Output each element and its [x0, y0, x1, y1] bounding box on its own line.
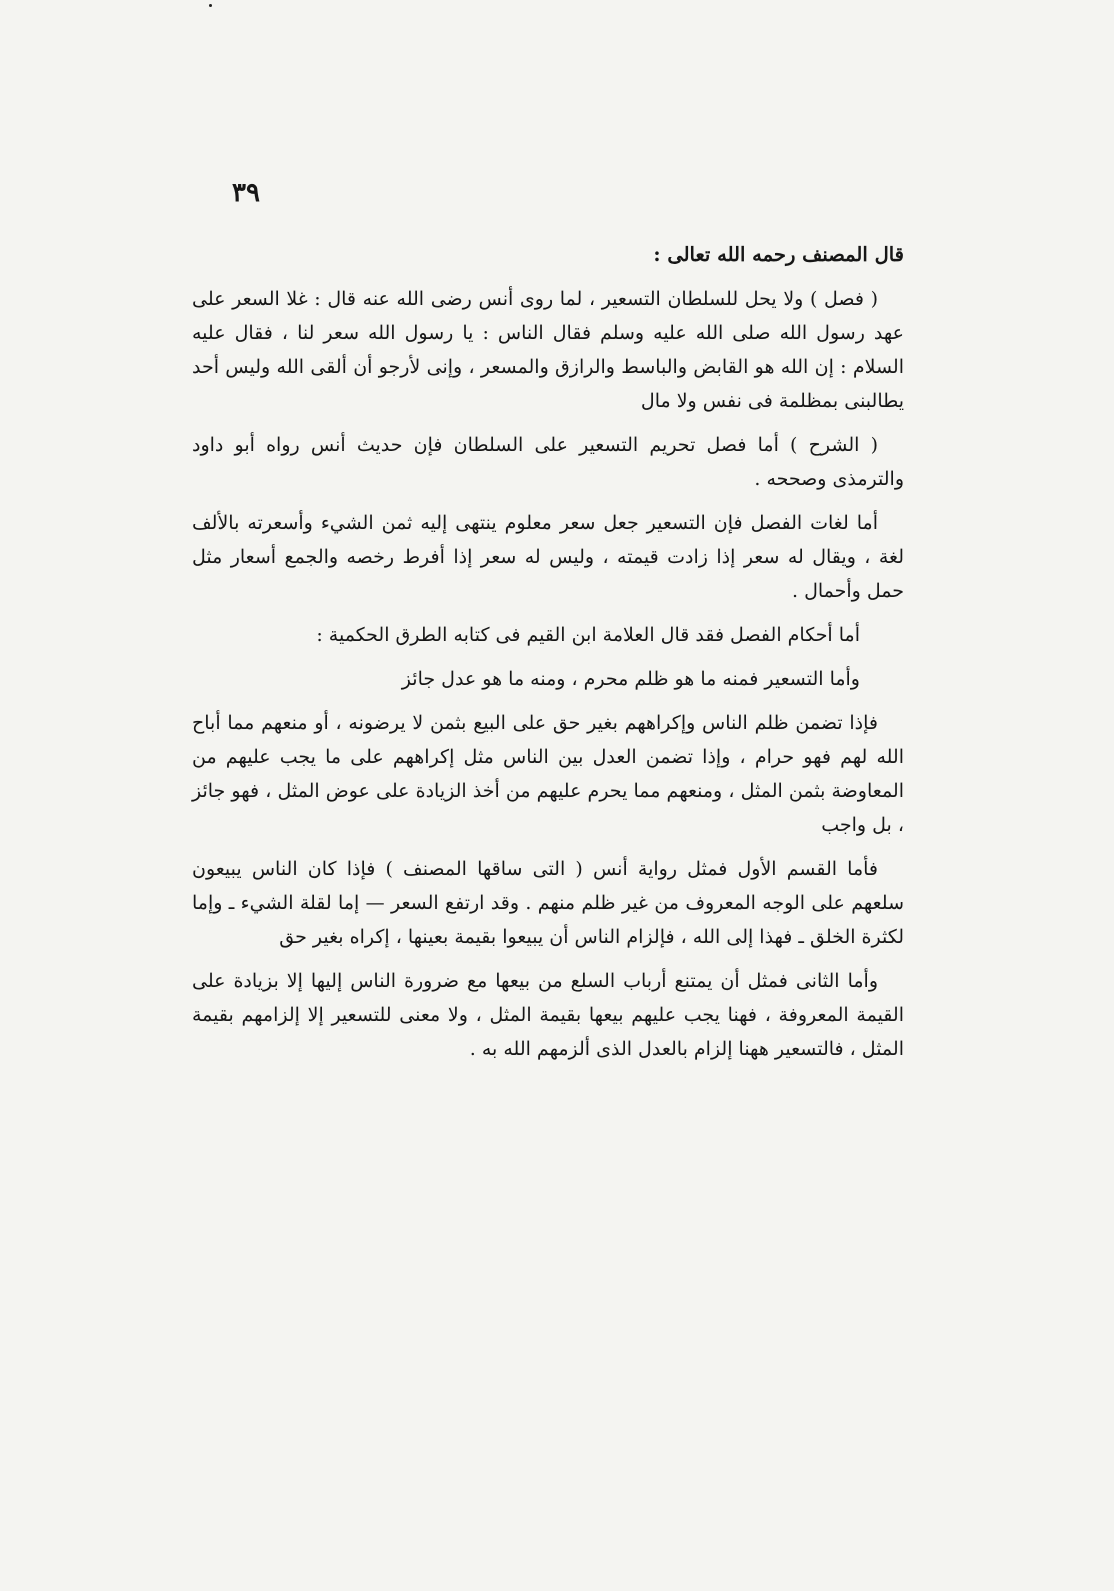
paragraph-sharh: ( الشرح ) أما فصل تحريم التسعير على السلطان فإن حديث أنس رواه أبو داود والترمذى وصححه . [192, 434, 904, 490]
ink-speck [209, 4, 212, 7]
page-body [192, 238, 904, 1076]
paragraph-zulm-adl: فإذا تضمن ظلم الناس وإكراههم بغير حق على البيع بثمن لا يرضونه ، أو منعهم مما أباح الله لهم فهو حرام ، وإذا تضمن العدل بين الناس مثل إكراههم على ما يجب عليهم من المعاوضة بثمن المثل ، ومنعهم مما يحرم عليهم من أخذ الزيادة على عوض المثل ، فهو جائز ، بل واجب [192, 712, 904, 836]
paragraph-second-type: وأما الثانى فمثل أن يمتنع أرباب السلع من بيعها مع ضرورة الناس إليها إلا بزيادة على القيمة المعروفة ، فهنا يجب عليهم بيعها بقيمة المثل ، ولا معنى للتسعير إلا إلزامهم بقيمة المثل ، فالتسعير ههنا إلزام بالعدل الذى ألزمهم الله به . [192, 970, 904, 1060]
paragraph-first-type: فأما القسم الأول فمثل رواية أنس ( التى ساقها المصنف ) فإذا كان الناس يبيعون سلعهم على الوجه المعروف من غير ظلم منهم . وقد ارتفع السعر — إما لقلة الشيء ـ وإما لكثرة الخلق ـ فهذا إلى الله ، فإلزام الناس أن يبيعوا بقيمة بعينها ، إكراه بغير حق [192, 858, 904, 948]
page-number: ٣٩ [232, 178, 260, 208]
paragraph-fasl: ( فصل ) ولا يحل للسلطان التسعير ، لما روى أنس رضى الله عنه قال : غلا السعر على عهد رسول الله صلى الله عليه وسلم فقال الناس : يا رسول الله سعر لنا ، فقال عليه السلام : إن الله هو القابض والباسط والرازق والمسعر ، وإنى لأرجو أن ألقى الله وليس أحد يطالبنى بمظلمة فى نفس ولا مال [192, 288, 904, 412]
paragraph-tasir-types: وأما التسعير فمنه ما هو ظلم محرم ، ومنه ما هو عدل جائز [401, 668, 860, 690]
paragraph-lughat: أما لغات الفصل فإن التسعير جعل سعر معلوم ينتهى إليه ثمن الشيء وأسعرته بالألف لغة ، ويقال له سعر إذا زادت قيمته ، وليس له سعر إذا أفرط رخصه والجمع أسعار مثل حمل وأحمال . [192, 512, 904, 602]
paragraph-ahkam: أما أحكام الفصل فقد قال العلامة ابن القيم فى كتابه الطرق الحكمية : [316, 624, 860, 646]
section-heading: قال المصنف رحمه الله تعالى : [653, 243, 904, 266]
